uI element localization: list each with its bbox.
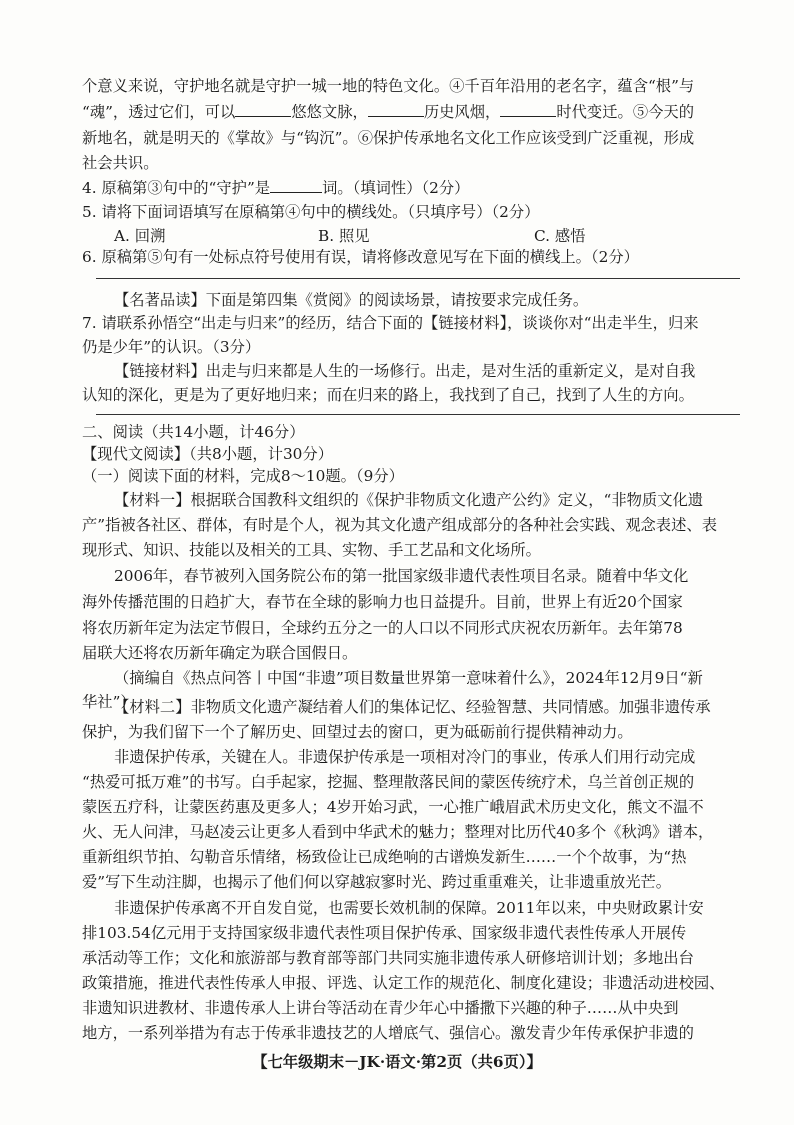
q4-answer-blank[interactable] bbox=[270, 178, 322, 193]
text-line-with-blanks: “魂”，透过它们，可以 悠悠文脉， 历史风烟， 时代变迁。⑤今天的 bbox=[82, 103, 695, 121]
text-line: 新地名，就是明天的《掌故》与“钩沉”。⑥保护传承地名文化工作应该受到广泛重视，形成 bbox=[82, 129, 695, 147]
passage-line: 产”指被各社区、群体，有时是个人，视为其文化遗产组成部分的各种社会实践、观念表述、表 bbox=[82, 516, 717, 534]
passage-line: 2006年，春节被列入国务院公布的第一批国家级非遗代表性项目名录。随着中华文化 bbox=[114, 567, 689, 585]
answer-line[interactable] bbox=[96, 414, 740, 415]
material-2: 【材料二】非物质文化遗产凝结着人们的集体记忆、经验智慧、共同情感。加强非遗传承 bbox=[114, 698, 711, 716]
option-a[interactable]: A. 回溯 bbox=[114, 227, 166, 245]
section-heading-classics: 【名著品读】下面是第四集《赏阅》的阅读场景，请按要求完成任务。 bbox=[114, 291, 589, 309]
blank-3[interactable] bbox=[500, 102, 556, 117]
passage-line-last: 地方，一系列举措为有志于传承非遗技艺的人增底气、强信心。激发青少年传承保护非遗的 bbox=[82, 1024, 694, 1042]
text-line: 社会共识。 bbox=[82, 154, 159, 172]
section-title-reading: 二、阅读（共14小题，计46分） bbox=[82, 423, 305, 441]
source-note: （摘编自《热点问答丨中国“非遗”项目数量世界第一意味着什么》，2024年12月9日“新 bbox=[114, 669, 703, 687]
page-footer: 【七年级期末－JK·语文·第2页（共6页）】 bbox=[252, 1053, 542, 1071]
passage-instruction: （一）阅读下面的材料，完成8～10题。（9分） bbox=[82, 467, 404, 485]
question-7: 7. 请联系孙悟空“出走与归来”的经历，结合下面的【链接材料】，谈谈你对“出走半生，归来 bbox=[82, 314, 699, 332]
passage-line: 承活动等工作；文化和旅游部与教育部等部门共同实施非遗传承人研修培训计划；多地出台 bbox=[82, 949, 694, 967]
question-7-cont: 仍是少年”的认识。（3分） bbox=[82, 338, 261, 356]
passage-line: 保护，为我们留下一个了解历史、回望过去的窗口，更为砥砺前行提供精神动力。 bbox=[82, 723, 633, 741]
passage-line: 排103.54亿元用于支持国家级非遗代表性项目保护传承、国家级非遗代表性传承人开展传 bbox=[82, 924, 687, 942]
material-1: 【材料一】根据联合国教科文组织的《保护非物质文化遗产公约》定义，“非物质文化遗 bbox=[114, 491, 704, 509]
passage-line: 将农历新年定为法定节假日，全球约五分之一的人口以不同形式庆祝农历新年。去年第78 bbox=[82, 619, 683, 637]
passage-line: 现形式、知识、技能以及相关的工具、实物、手工艺品和文化场所。 bbox=[82, 541, 541, 559]
passage-line: 爱”写下生动注脚，也揭示了他们何以穿越寂寥时光、跨过重重难关，让非遗重放光芒。 bbox=[82, 873, 672, 891]
passage-line: 非遗保护传承离不开自发自觉，也需要长效机制的保障。2011年以来，中央财政累计安 bbox=[114, 899, 704, 917]
passage-line: 蒙医五疗科，让蒙医药惠及更多人；4岁开始习武，一心推广峨眉武术历史文化，熊文不温不 bbox=[82, 798, 704, 816]
text-line: 个意义来说，守护地名就是守护一城一地的特色文化。④千百年沿用的老名字，蕴含“根”与 bbox=[82, 77, 695, 95]
question-6: 6. 原稿第⑤句有一处标点符号使用有误，请将修改意见写在下面的横线上。（2分） bbox=[82, 248, 639, 266]
blank-2[interactable] bbox=[368, 102, 424, 117]
passage-line: 海外传播范围的日趋扩大，春节在全球的影响力也日益提升。目前，世界上有近20个国家 bbox=[82, 593, 683, 611]
subsection-title: 【现代文阅读】（共8小题，计30分） bbox=[82, 445, 334, 463]
source-note-cont: 华社”） bbox=[82, 693, 136, 711]
passage-line: 非遗保护传承，关键在人。非遗保护传承是一项相对冷门的事业，传承人们用行动完成 bbox=[114, 748, 696, 766]
question-4: 4. 原稿第③句中的“守护”是 词。（填词性）（2分） bbox=[82, 179, 470, 197]
passage-line: 非遗知识进教材、非遗传承人上讲台等活动在青少年心中播撒下兴趣的种子……从中央到 bbox=[82, 999, 679, 1017]
passage-line: 火、无人问津，马赵凌云让更多人看到中华武术的魅力；整理对比历代40多个《秋鸿》谱本， bbox=[82, 823, 714, 841]
option-c[interactable]: C. 感悟 bbox=[534, 227, 586, 245]
blank-1[interactable] bbox=[235, 102, 291, 117]
link-material-cont: 认知的深化，更是为了更好地归来；而在归来的路上，我找到了自己，找到了人生的方向。 bbox=[82, 386, 694, 404]
passage-line: 政策措施，推进代表性传承人申报、评选、认定工作的规范化、制度化建设；非遗活动进校园、 bbox=[82, 974, 725, 992]
passage-line: “热爱可抵万难”的书写。白手起家，挖掘、整理散落民间的蒙医传统疗术，乌兰首创正规的 bbox=[82, 773, 695, 791]
question-5: 5. 请将下面词语填写在原稿第④句中的横线处。（只填序号）（2分） bbox=[82, 203, 540, 221]
answer-line[interactable] bbox=[96, 278, 740, 279]
passage-line: 届联大还将农历新年确定为联合国假日。 bbox=[82, 644, 358, 662]
option-b[interactable]: B. 照见 bbox=[318, 227, 370, 245]
link-material: 【链接材料】出走与归来都是人生的一场修行。出走，是对生活的重新定义，是对自我 bbox=[114, 362, 696, 380]
passage-line: 重新组织节拍、勾勒音乐情绪，杨致俭让已成绝响的古谱焕发新生……一个个故事，为“热 bbox=[82, 848, 687, 866]
